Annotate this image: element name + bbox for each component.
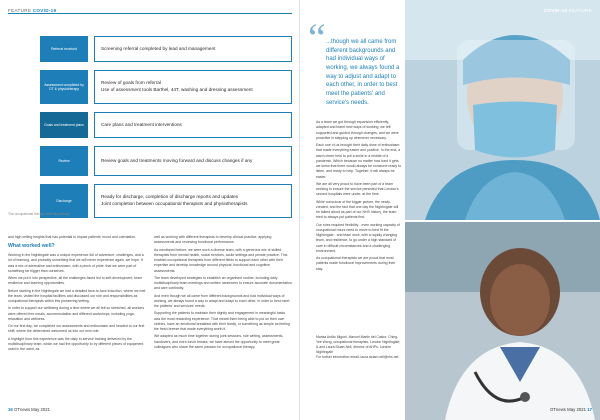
stage-label: Referral received	[40, 36, 88, 62]
stage-discharge	[40, 184, 292, 218]
paragraph: A highlight from this experience was the daily in-service training delivered by the multidisciplinary team, which we had the opportunity to try different pieces of equipment used in the ward, as	[8, 336, 144, 352]
paragraph: As mentioned before, we were such a diverse team, with a generous mix of skilled therapists from mental health, social services, acute settings and private practice. This enabled occupational therapists from different fields to support each other with their expertise and develop knowledge around physical, functional and cognitive assessments.	[154, 247, 288, 273]
pull-quote: ...though we all came from different backgrounds and had individual ways of working, we always found a way to adjust and adapt to each other, in order to best meet the patients' and service's needs.	[326, 39, 400, 106]
paragraph: As occupational therapists we are proud that most patients made functional improvements during their stay.	[316, 256, 396, 271]
article-columns	[8, 235, 292, 354]
referral-pathway-diagram	[40, 36, 292, 218]
right-column-text	[316, 120, 402, 274]
paragraph: Our roles required flexibility - even working capacity of occupational hours need to move to best fit the Nightingale - and team work, with a rapidly changing team, and resilience, to go under a high standard of care in difficult circumstances and a challenging environment.	[316, 222, 400, 253]
stage-label: Goals and treatment plans	[40, 112, 88, 138]
paragraph: Supporting the patients to maintain their dignity and engagement in meaningful tasks was the most rewarding experience. That meant them being able to put on their own clothes, have an emotional breakfast with their family, or something as simple as feeling the fresh breeze that made everything worth it.	[154, 311, 290, 331]
paragraph: The team developed strategies to establish an organised routine, including daily multidisciplinary team meetings and written handovers to ensure accurate documentation and care continuity.	[154, 275, 292, 291]
paragraph: Working in the Nightingale was a unique experience full of adventure, challenges, and a lot of learning, and probably something that we will never experience again, we hope. It was a mix of adrenaline and enthusiasm, with a pinch of pride: that we were part of something far bigger than ourselves.	[8, 253, 144, 273]
right-header-title: COVID-19	[543, 8, 568, 13]
paragraph: We are all very proud to have been part of a team working to ensure the service persisted that London's second hospitals were under, at the time.	[316, 181, 399, 197]
paragraph: well as working with different therapists to develop clinical practice, applying assessments and reviewing functional performance.	[154, 235, 272, 245]
doctor-photo	[405, 222, 600, 420]
stage-label: Assessment completed by OT & physiotherapy	[40, 70, 88, 104]
publication-name: OTnews May 2021	[549, 407, 587, 412]
stage-goals	[40, 112, 292, 138]
left-footer	[8, 407, 50, 412]
paragraph: As a team we got through expansion efficiently, adapted and learnt new ways of working, we felt supported and guided through changes, and we were proactive in stepping up whenever necessary.	[316, 120, 399, 140]
right-footer	[550, 407, 592, 412]
stage-box: Care plans and treatment interventions	[94, 112, 292, 138]
paragraph: We adapted as much time together during joint sessions, role writing, assessments, handovers, and even lunch breaks, we have almost the opportunity to meet great colleagues who share the same passion for occupational therapy.	[154, 334, 284, 349]
article-column-2	[154, 235, 292, 354]
paragraph: and high ceiling heights that has potential to impact patients' mood and orientation.	[8, 235, 137, 239]
stage-assessment	[40, 70, 292, 104]
nurse-ppe-photo	[405, 0, 600, 220]
section-heading: What worked well?	[8, 243, 55, 250]
header-rule	[8, 13, 292, 14]
stage-box: Screening referral completed by lead and management	[94, 36, 292, 62]
author-credits	[316, 335, 402, 361]
stage-label: Discharge	[40, 184, 88, 218]
paragraph: Each one of us brought their daily dose of enthusiasm that made everything easier and positive. In the end, a warm cheer held to put a smile in a middle of a pandemic. Which because no matter how hard it gets, we knew that there would always be someone ready to listen, and ready to help. Together, it will always be easier.	[316, 143, 402, 179]
page-number: 16	[8, 407, 13, 412]
stage-box: Ready for discharge, completion of discharge reports and updates Joint completion between occupational therapists and physiotherapists	[94, 184, 292, 218]
right-header-section: FEATURE	[568, 8, 592, 13]
page-number: 17	[587, 407, 592, 412]
stage-box: Review goals and treatments moving forward and discuss changes if any	[94, 146, 292, 176]
author-names: Marisa Antão Miguel, Manuel Martin del Castor, Ching-Yee Wong, occupational therapists, London Nightingale; & and Laura Stuart-Neil, director of AHPs, London Nightingale	[316, 335, 401, 355]
right-page	[300, 0, 600, 420]
left-header-title: COVID-19	[32, 8, 57, 13]
doctor-illustration	[405, 222, 600, 420]
left-header-section: FEATURE	[8, 8, 32, 13]
paragraph: Before starting in the Nightingale we had a detailed face-to-face induction, where we met the team, visited the hospital facilities and discussed our role and responsibilities as occupational therapists within this pioneering setting.	[8, 288, 146, 304]
paragraph: While conscious of the bigger picture, the newly-created, and the fact that one day the Nightingale will be talked about as part of our NHS history, the team tried to always put patients first.	[316, 199, 399, 220]
stage-label: Review	[40, 146, 88, 176]
diagram-caption: The occupational therapy referral pathway	[8, 212, 70, 216]
paragraph: In order to support our wellbeing during a time where we all felt so stretched, all workers were offered free meals, accommodation and different workshops, including yoga, relaxation and wellness.	[8, 306, 145, 321]
paragraph: And even though we all came from different backgrounds and had individual ways of working, we always found a way to adapt and adapt to each other, in order to best meet the patients' and services' needs.	[154, 293, 290, 308]
paragraph: When we put it into perspective, all the challenges faced led to self-development, team resilience and learning opportunities.	[8, 276, 143, 286]
stage-box: Review of goals from referral Use of assessment tools Barthel, 44T, washing and dressing assessment	[94, 70, 292, 104]
quote-mark-icon: “	[308, 15, 326, 60]
stage-referral	[40, 36, 292, 62]
article-column-1	[8, 235, 146, 354]
stage-review	[40, 146, 292, 176]
contact-info: For further information email: laura.stuart-neil@nhs.net	[316, 355, 399, 360]
right-header	[544, 8, 592, 13]
nurse-ppe-illustration	[405, 0, 600, 220]
publication-name: OTnews May 2021	[13, 407, 51, 412]
paragraph: On our first day, we completed our assessments and enthusiasm and headed to our first shift, where the determined welcomed us into our new role.	[8, 324, 145, 334]
